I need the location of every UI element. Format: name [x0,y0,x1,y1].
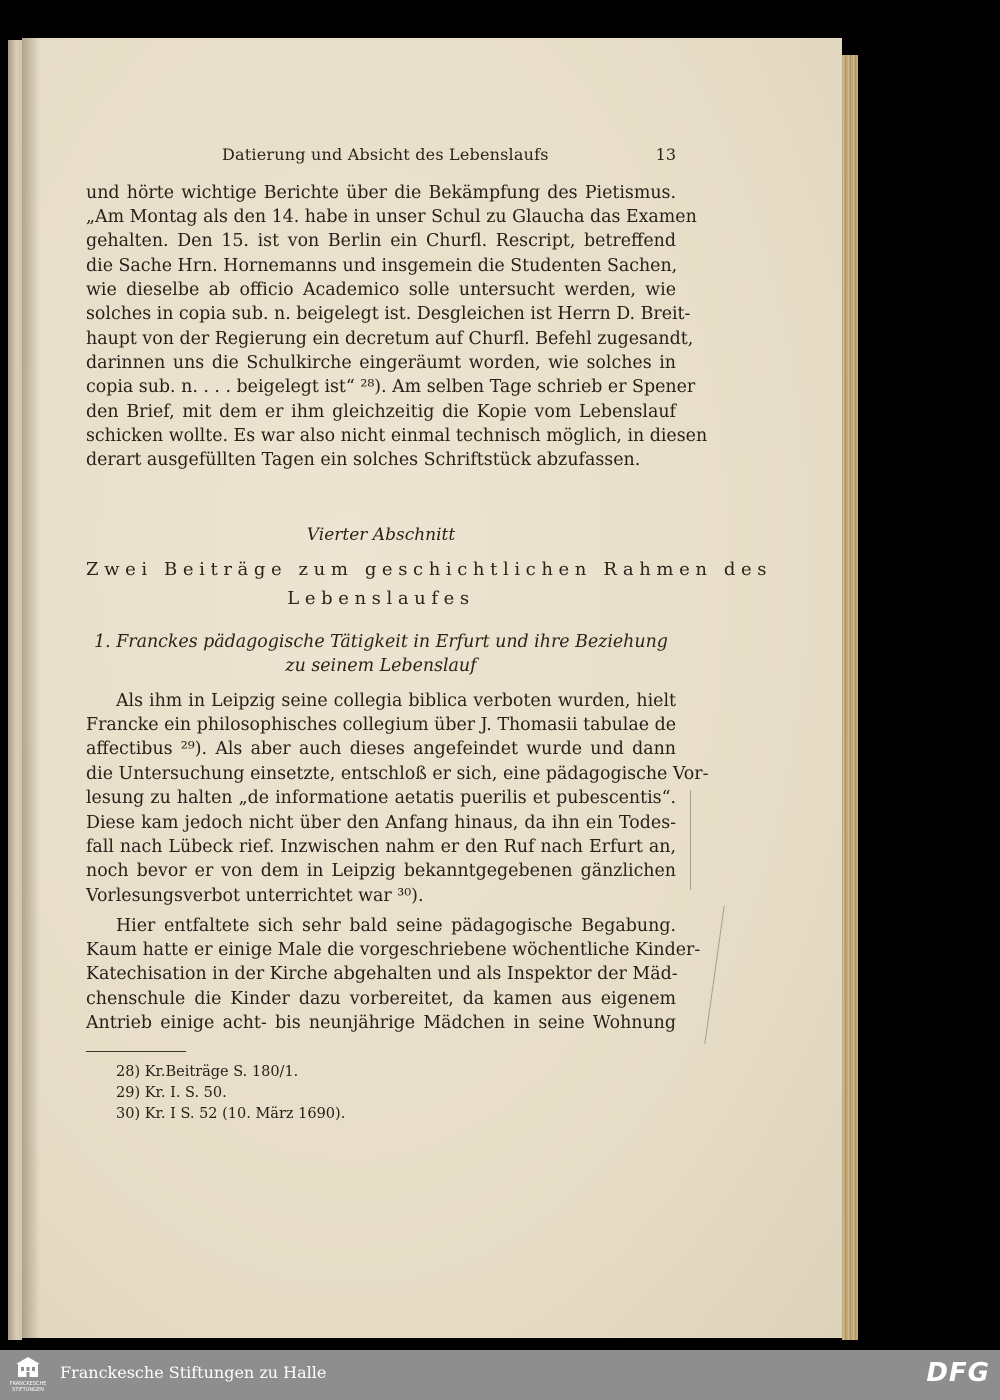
text-line: Francke ein philosophisches collegium über J. Thomasii tabulae de [86,715,676,735]
text-line: solches in copia sub. n. beigelegt ist. Desgleichen ist Herrn D. Breit- [86,304,691,324]
running-head [86,145,676,169]
subheading-line-2: zu seinem Lebenslauf [285,656,477,676]
text-line: und hörte wichtige Berichte über die Bekämpfung des Pietismus. [86,183,676,203]
page-gutter-shadow [22,38,40,1338]
text-line: Diese kam jedoch nicht über den Anfang hinaus, da ihn ein Todes- [86,813,676,833]
text-line: schicken wollte. Es war also nicht einmal technisch möglich, in diesen [86,426,708,446]
text-line: derart ausgefüllten Tagen ein solches Schriftstück abzufassen. [86,450,641,470]
text-line: lesung zu halten „de informatione aetatis puerilis et pubescentis“. [86,788,676,808]
text-line: Katechisation in der Kirche abgehalten und als Inspektor der Mäd- [86,964,678,984]
dfg-logo[interactable]: DFG [926,1358,990,1388]
text-line: Vorlesungsverbot unterrichtet war ³⁰). [86,886,424,906]
building-icon [4,1355,52,1381]
text-line: den Brief, mit dem er ihm gleichzeitig die Kopie vom Lebenslauf [86,402,676,422]
text-line: Als ihm in Leipzig seine collegia biblica verboten wurden, hielt [116,691,676,711]
logo-text-line-2: STIFTUNGEN [12,1387,44,1393]
text-line: copia sub. n. . . . beigelegt ist“ ²⁸). Am selben Tage schrieb er Spener [86,377,696,397]
footnote-rule [86,1051,186,1052]
institution-name: Franckesche Stiftungen zu Halle [60,1363,327,1382]
franckesche-stiftungen-logo[interactable] [4,1355,52,1397]
page-stack-edge [842,55,858,1340]
footnote: 28) Kr.Beiträge S. 180/1. [116,1064,299,1080]
text-line: darinnen uns die Schulkirche eingeräumt worden, wie solches in [86,353,676,373]
text-line: die Untersuchung einsetzte, entschloß er sich, eine pädagogische Vor- [86,764,709,784]
left-page-edge [8,40,22,1340]
text-line: Antrieb einige acht- bis neunjährige Mädchen in seine Wohnung [86,1013,676,1033]
logo-text-line-1: FRANCKESCHE [9,1381,47,1387]
logo-text [4,1381,52,1393]
text-line: die Sache Hrn. Hornemanns und insgemein die Studenten Sachen, [86,256,678,276]
pencil-margin-mark [690,790,691,890]
running-head-title: Datierung und Absicht des Lebenslaufs [222,145,549,164]
section-label: Vierter Abschnitt [306,525,456,545]
footnote: 30) Kr. I S. 52 (10. März 1690). [116,1106,346,1122]
page-number: 13 [655,145,676,164]
text-line: Hier entfaltete sich sehr bald seine pädagogische Begabung. [116,916,676,936]
text-line: noch bevor er von dem in Leipzig bekanntgegebenen gänzlichen [86,861,676,881]
text-line: gehalten. Den 15. ist von Berlin ein Churfl. Rescript, betreffend [86,231,676,251]
text-line: haupt von der Regierung ein decretum auf Churfl. Befehl zugesandt, [86,329,694,349]
text-line: „Am Montag als den 14. habe in unser Schul zu Glaucha das Examen [86,207,697,227]
text-line: fall nach Lübeck rief. Inzwischen nahm er den Ruf nach Erfurt an, [86,837,676,857]
text-line: chenschule die Kinder dazu vorbereitet, da kamen aus eigenem [86,989,676,1009]
text-line: affectibus ²⁹). Als aber auch dieses angefeindet wurde und dann [86,739,676,759]
footer-bar [0,1350,1000,1400]
text-line: Kaum hatte er einige Male die vorgeschriebene wöchentliche Kinder- [86,940,701,960]
chapter-title-line-2: Lebenslaufes [287,588,475,609]
text-line: wie dieselbe ab officio Academico solle untersucht werden, wie [86,280,676,300]
subheading-line-1: 1. Franckes pädagogische Tätigkeit in Erfurt und ihre Beziehung [94,632,668,652]
chapter-title-line-1: Zwei Beiträge zum geschichtlichen Rahmen des [86,559,773,580]
footnote: 29) Kr. I. S. 50. [116,1085,227,1101]
